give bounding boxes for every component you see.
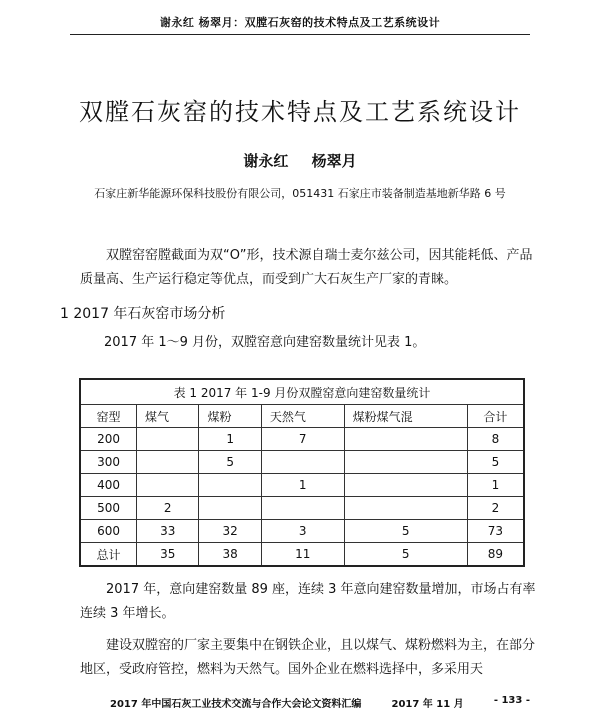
table-cell: 5	[344, 543, 467, 567]
table-cell	[137, 428, 199, 451]
table-cell: 89	[467, 543, 524, 567]
table-row	[80, 520, 524, 543]
data-table	[79, 378, 525, 567]
after-table-paragraph: 2017 年，意向建窑数量 89 座，连续 3 年意向建窑数量增加，市场占有率连续 3 年增长。	[80, 582, 536, 621]
header-rule	[70, 34, 530, 35]
table-cell: 5	[199, 451, 261, 474]
table-cell: 38	[199, 543, 261, 567]
footer-journal: 2017 年中国石灰工业技术交流与合作大会论文资料汇编	[110, 699, 362, 710]
table-cell: 1	[199, 428, 261, 451]
table-cell: 73	[467, 520, 524, 543]
authors: 谢永红 杨翠月	[243, 152, 357, 170]
table-header: 窑型	[80, 405, 137, 428]
table-cell	[137, 451, 199, 474]
table-header: 天然气	[261, 405, 344, 428]
page-footer	[110, 695, 530, 710]
table-cell: 2	[467, 497, 524, 520]
table-header: 煤气	[137, 405, 199, 428]
table-cell: 35	[137, 543, 199, 567]
table-cell: 300	[80, 451, 137, 474]
table-header: 煤粉	[199, 405, 261, 428]
table-cell: 400	[80, 474, 137, 497]
paper-title: 双膛石灰窑的技术特点及工艺系统设计	[79, 98, 521, 126]
table-cell: 500	[80, 497, 137, 520]
table-row	[80, 543, 524, 567]
table-cell: 3	[261, 520, 344, 543]
section-heading: 1 2017 年石灰窑市场分析	[60, 306, 226, 322]
table-cell: 33	[137, 520, 199, 543]
table-cell: 600	[80, 520, 137, 543]
table-cell: 1	[261, 474, 344, 497]
lead-paragraph: 2017 年 1～9 月份，双膛窑意向建窑数量统计见表 1。	[104, 335, 426, 350]
table-cell	[199, 474, 261, 497]
table-cell	[344, 451, 467, 474]
table-cell: 11	[261, 543, 344, 567]
table-caption: 表 1 2017 年 1-9 月份双膛窑意向建窑数量统计	[80, 379, 524, 405]
intro-paragraph: 双膛窑窑膛截面为双“O”形，技术源自瑞士麦尔兹公司，因其能耗低、产品质量高、生产运行稳定等优点，而受到广大石灰生产厂家的青睐。	[80, 248, 533, 287]
table-cell	[344, 428, 467, 451]
last-paragraph: 建设双膛窑的厂家主要集中在钢铁企业，且以煤气、煤粉燃料为主，在部分地区，受政府管控，燃料为天然气。国外企业在燃料选择中，多采用天	[80, 638, 536, 677]
table-cell: 5	[467, 451, 524, 474]
footer-date: 2017 年 11 月	[391, 699, 464, 710]
table-header: 煤粉煤气混	[344, 405, 467, 428]
table-cell: 2	[137, 497, 199, 520]
table-row	[80, 428, 524, 451]
table-cell	[199, 497, 261, 520]
table-cell: 8	[467, 428, 524, 451]
table-cell: 5	[344, 520, 467, 543]
page-number: - 133 -	[493, 695, 530, 706]
table-cell: 1	[467, 474, 524, 497]
table-header: 合计	[467, 405, 524, 428]
table-cell: 200	[80, 428, 137, 451]
table-cell: 32	[199, 520, 261, 543]
table-cell	[344, 474, 467, 497]
table-row	[80, 451, 524, 474]
table-header-row	[80, 405, 524, 428]
table-cell	[137, 474, 199, 497]
table-cell	[344, 497, 467, 520]
table-row	[80, 474, 524, 497]
affiliation: 石家庄新华能源环保科技股份有限公司，051431 石家庄市装备制造基地新华路 6 号	[94, 187, 506, 200]
running-head: 谢永红 杨翠月：双膛石灰窑的技术特点及工艺系统设计	[159, 16, 441, 29]
table-cell: 7	[261, 428, 344, 451]
table-cell	[261, 451, 344, 474]
table-row	[80, 497, 524, 520]
table-cell: 总计	[80, 543, 137, 567]
table-cell	[261, 497, 344, 520]
